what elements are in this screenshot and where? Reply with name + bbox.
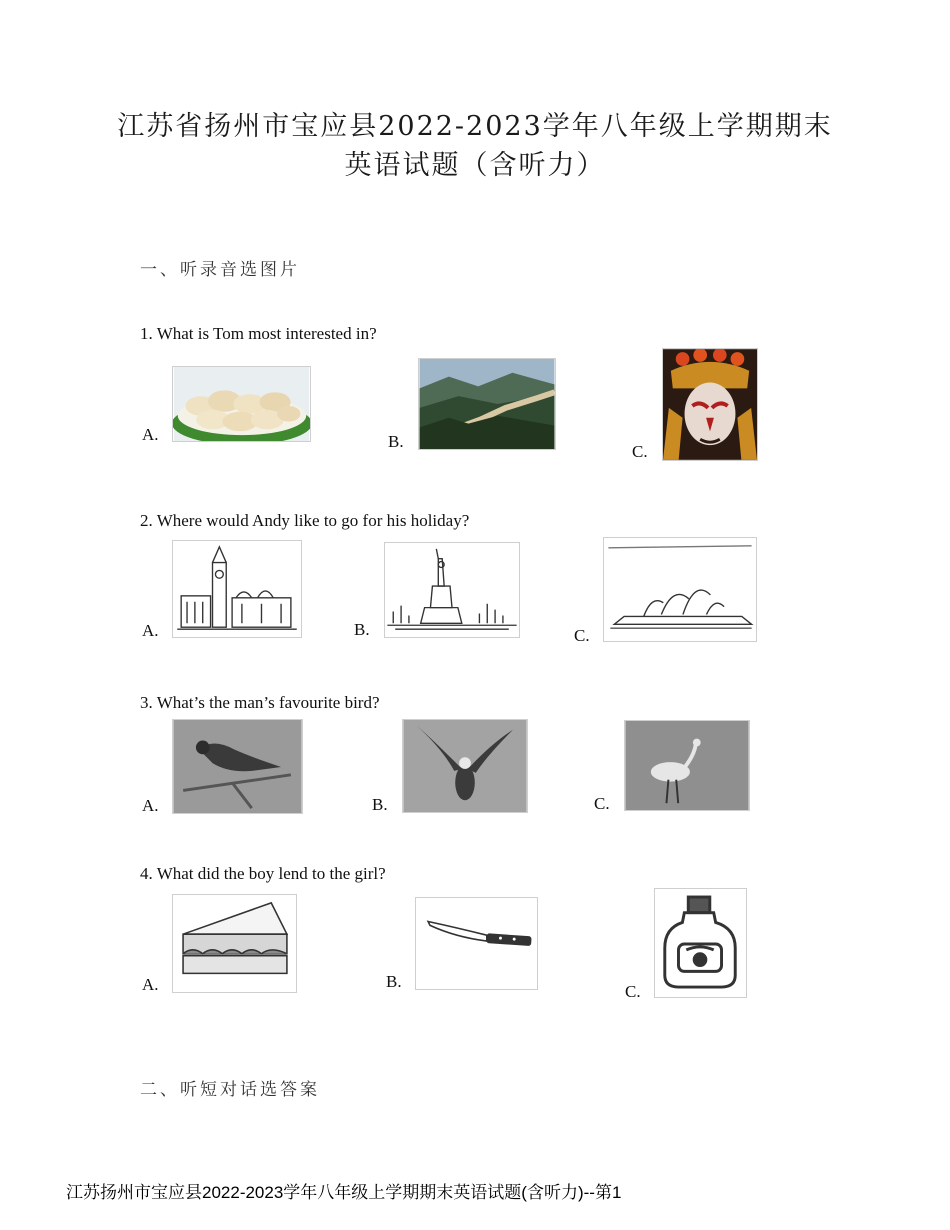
q4-option-b-label: B. xyxy=(386,972,402,991)
knife-image xyxy=(415,897,538,990)
page-footer: 江苏扬州市宝应县2022-2023学年八年级上学期期末英语试题(含听力)--第1 xyxy=(66,1183,622,1202)
sauce-bottle-image xyxy=(654,888,747,998)
bird-on-branch-image xyxy=(172,719,303,814)
q3-option-b-label: B. xyxy=(372,795,388,814)
q1-option-c-label: C. xyxy=(632,442,648,461)
q3-option-c-label: C. xyxy=(594,794,610,813)
question-3: 3. What’s the man’s favourite bird? xyxy=(140,693,380,712)
q2-option-c-label: C. xyxy=(574,626,590,645)
section-heading-2: 二、听短对话选答案 xyxy=(140,1080,320,1100)
sandwich-image xyxy=(172,894,297,993)
eagle-image xyxy=(402,719,528,813)
q1-option-b-label: B. xyxy=(388,432,404,451)
q4-option-a-label: A. xyxy=(142,975,159,994)
q4-option-c-label: C. xyxy=(625,982,641,1001)
question-4: 4. What did the boy lend to the girl? xyxy=(140,864,386,883)
section-heading-1: 一、听录音选图片 xyxy=(140,260,300,280)
sydney-opera-house-sketch-image xyxy=(603,537,757,642)
great-wall-image xyxy=(418,358,556,450)
dumplings-image xyxy=(172,366,311,442)
q2-option-a-label: A. xyxy=(142,621,159,640)
q3-option-a-label: A. xyxy=(142,796,159,815)
question-1: 1. What is Tom most interested in? xyxy=(140,324,377,343)
q2-option-b-label: B. xyxy=(354,620,370,639)
statue-of-liberty-sketch-image xyxy=(384,542,520,638)
title-line-1: 江苏省扬州市宝应县2022-2023学年八年级上学期期末 xyxy=(117,111,833,142)
question-2: 2. Where would Andy like to go for his holiday? xyxy=(140,511,470,530)
title-line-2: 英语试题（含听力） xyxy=(344,150,606,181)
crane-image xyxy=(624,720,750,811)
big-ben-sketch-image xyxy=(172,540,302,638)
q1-option-a-label: A. xyxy=(142,425,159,444)
peking-opera-mask-image xyxy=(662,348,758,461)
